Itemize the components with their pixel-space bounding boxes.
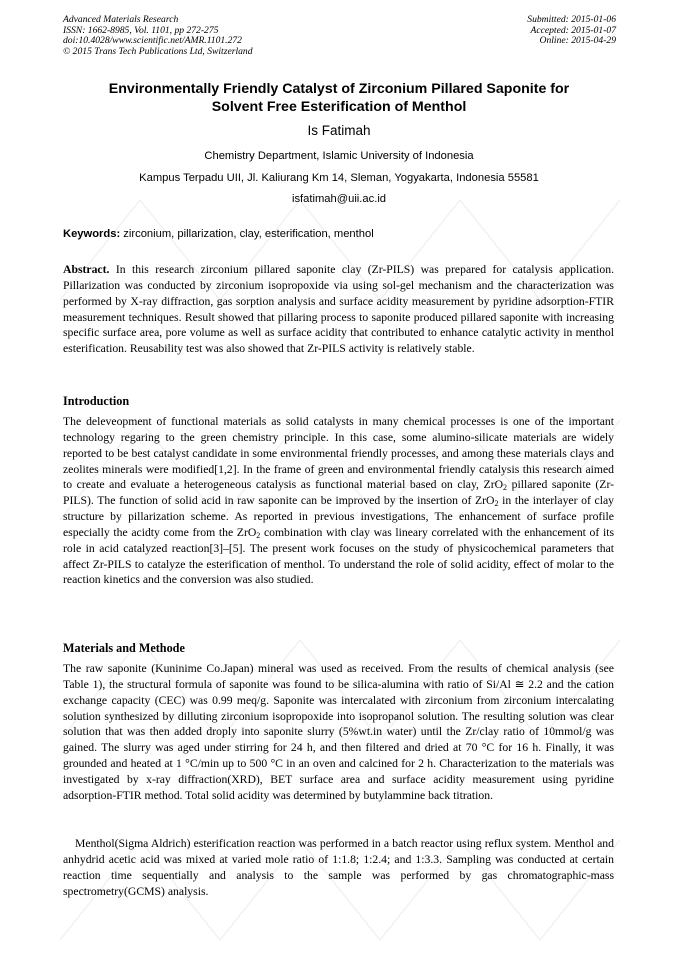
doi: doi:10.4028/www.scientific.net/AMR.1101.272 [63,35,242,47]
keywords [63,228,374,240]
author: Is Fatimah [307,123,371,138]
journal-header-right [527,15,616,47]
issn: ISSN: 1662-8985, Vol. 1101, pp 272-275 [63,24,219,36]
methods-paragraph-2: Menthol(Sigma Aldrich) esterification reaction was performed in a batch reactor using reflux system. Menthol and anhydrid acetic acid was mixed at varied mole ratio of 1:1.8; 1:2.4; and 1:3.3. Sampling was conducted at certain reaction time sequentially and analysis to the sample was performed by gas chromatographic-mass spectrometry(GCMS) analysis. [63,837,614,898]
submitted-date: Submitted: 2015-01-06 [527,14,616,25]
accepted-date: Accepted: 2015-01-07 [530,24,616,36]
introduction-heading: Introduction [63,394,130,408]
title-line-1: Environmentally Friendly Catalyst of Zirconium Pillared Saponite for [108,81,570,97]
abstract-text: In this research zirconium pillared saponite clay (Zr-PILS) was prepared for catalysis application. Pillarization was conducted by zirconium isopropoxide via using sol-gel mechanism and the characterization was performed by X-ray diffraction, gas sorption analysis and surface acidity measurement by pyridine adsorption-FTIR measurement techniques. Result showed that pillaring process to saponite produced pillared saponite with increasing specific surface area, pore volume as well as surface acidity that contributed to enhance catalytic activity in menthol esterification. Reusability test was also showed that Zr-PILS activity is relatively stable. [63,263,614,356]
affiliation-department: Chemistry Department, Islamic University of Indonesia [204,150,474,162]
affiliation-address: Kampus Terpadu UII, Jl. Kaliurang Km 14, Sleman, Yogyakarta, Indonesia 55581 [139,172,539,184]
abstract [63,262,614,357]
title-line-2: Solvent Free Esterification of Menthol [211,98,467,115]
paper-title [60,81,618,116]
introduction-paragraph: The deleveopment of functional materials as solid catalysts in many chemical processes is one of the important technology regaring to the green chemistry principle. In this case, some alumino-silicate materials are widely reported to be best catalyst candidate in some environmental friendly processes, and among these materials clays and zeolites minerals were modified[1,2]. In the frame of green and environmental friendly catalysis this research aimed to create and evaluate a heterogeneous catalysis as functional material based on clay, ZrO$_2$ pillared saponite (Zr-PILS). The function of solid acid in raw saponite can be improved by the insertion of ZrO$_2$ in the interlayer of clay structure by pillarization scheme. As reported in previous investigations, The enhancement of surface profile especially the acidty come from the ZrO$_2$ combination with clay was lineary correlated with the enhancement of its role in acid catalyzed reaction[3]–[5]. The present work focuses on the study of physicochemical parameters that affect Zr-PILS to catalyze the esterification of menthol. To understand the role of solid acidity, effect of molar to the reaction kinetics and the conversion was also studied. [63,415,614,587]
keywords-label: Keywords: [63,228,121,240]
abstract-label: Abstract. [63,263,110,276]
copyright: © 2015 Trans Tech Publications Ltd, Switzerland [63,45,253,57]
methods-heading: Materials and Methode [63,641,185,655]
author-email: isfatimah@uii.ac.id [291,193,387,205]
methods-paragraph-1: The raw saponite (Kuninime Co.Japan) mineral was used as received. From the results of chemical analysis (see Table 1), the structural formula of saponite was found to be silica-alumina with ratio of Si/Al ≅ 2.2 and the cation exchange capacity (CEC) was 0.99 meq/g. Saponite was intercalated with zirconium from zirconium intercalating solution synthesized by dilluting zirconium isopropoxide into isopropanol solution. The resulting solution was clear solution that was then added droply into saponite slurry (5%wt.in water) until the Zr/clay ratio of 10mmol/g was gained. The slurry was aged under stirring for 24 h, and then filtered and dried at 70 °C for 16 h. Finally, it was grounded and heated at 1 °C/min up to 500 °C in an oven and calcined for 2 h. Characterization to the materials was investigated by x-ray diffraction(XRD), BET surface area and surface acidity measurement using pyridine adsorption-FTIR method. Total solid acidity was determined by butylammine back titration. [63,662,614,802]
journal-header-left [63,15,253,57]
journal-name: Advanced Materials Research [63,14,179,25]
keywords-text: zirconium, pillarization, clay, esterification, menthol [120,228,374,240]
online-date: Online: 2015-04-29 [539,35,616,47]
